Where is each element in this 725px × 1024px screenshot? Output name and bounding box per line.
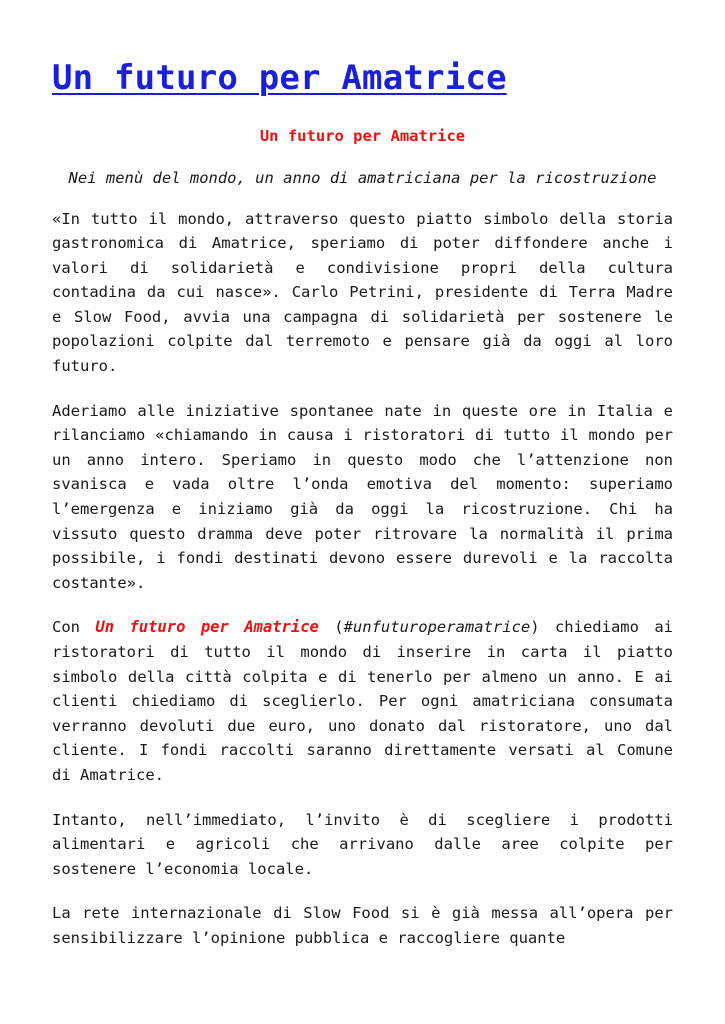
paragraph-3-rest: ) chiediamo ai ristoratori di tutto il mondo di inserire in carta il piatto simbolo della città colpita e di tenerlo per almeno un anno. E ai clienti chiediamo di sceglierlo. Per ogni amatriciana consumata verranno devoluti due euro, uno donato dal ristoratore, uno dal cliente. I fondi raccolti saranno direttamente versati al Comune di Amatrice. (52, 618, 673, 784)
title-link[interactable]: Un futuro per Amatrice (52, 58, 507, 98)
paragraph-3-prefix: Con (52, 618, 96, 637)
campaign-hashtag: #unfuturoperamatrice (343, 618, 531, 637)
paragraph-4: Intanto, nell’immediato, l’invito è di scegliere i prodotti alimentari e agricoli che arrivano dalle aree colpite per sostenere l’economia locale. (52, 810, 673, 878)
document-page (52, 0, 673, 951)
paragraph-1: «In tutto il mondo, attraverso questo piatto simbolo della storia gastronomica di Amatrice, speriamo di poter diffondere anche i valori di solidarietà e condivisione propri della cultura contadina da cui nasce». Carlo Petrini, presidente di Terra Madre e Slow Food, avvia una campagna di solidarietà per sostenere le popolazioni colpite dal terremoto e pensare già da oggi al loro futuro. (52, 209, 673, 376)
article-lead: Nei menù del mondo, un anno di amatriciana per la ricostruzione (68, 169, 657, 187)
campaign-name: Un futuro per Amatrice (95, 618, 319, 637)
paragraph-5: La rete internazionale di Slow Food si è già messa all’opera per sensibilizzare l’opinione pubblica e raccogliere quante (52, 904, 673, 947)
paragraph-2: Aderiamo alle iniziative spontanee nate in queste ore in Italia e rilanciamo «chiamando in causa i ristoratori di tutto il mondo per un anno intero. Speriamo in questo modo che l’attenzione non svanisca e vada oltre l’onda emotiva del momento: superiamo l’emergenza e iniziamo già da oggi la ricostruzione. Chi ha vissuto questo dramma deve poter ritrovare la normalità il prima possibile, i fondi destinati devono essere durevoli e la raccolta costante». (52, 401, 673, 592)
paragraph-3-paren-open: ( (318, 618, 344, 637)
paragraph-3 (52, 615, 673, 787)
article-subtitle: Un futuro per Amatrice (259, 127, 466, 145)
page-title (52, 58, 673, 98)
